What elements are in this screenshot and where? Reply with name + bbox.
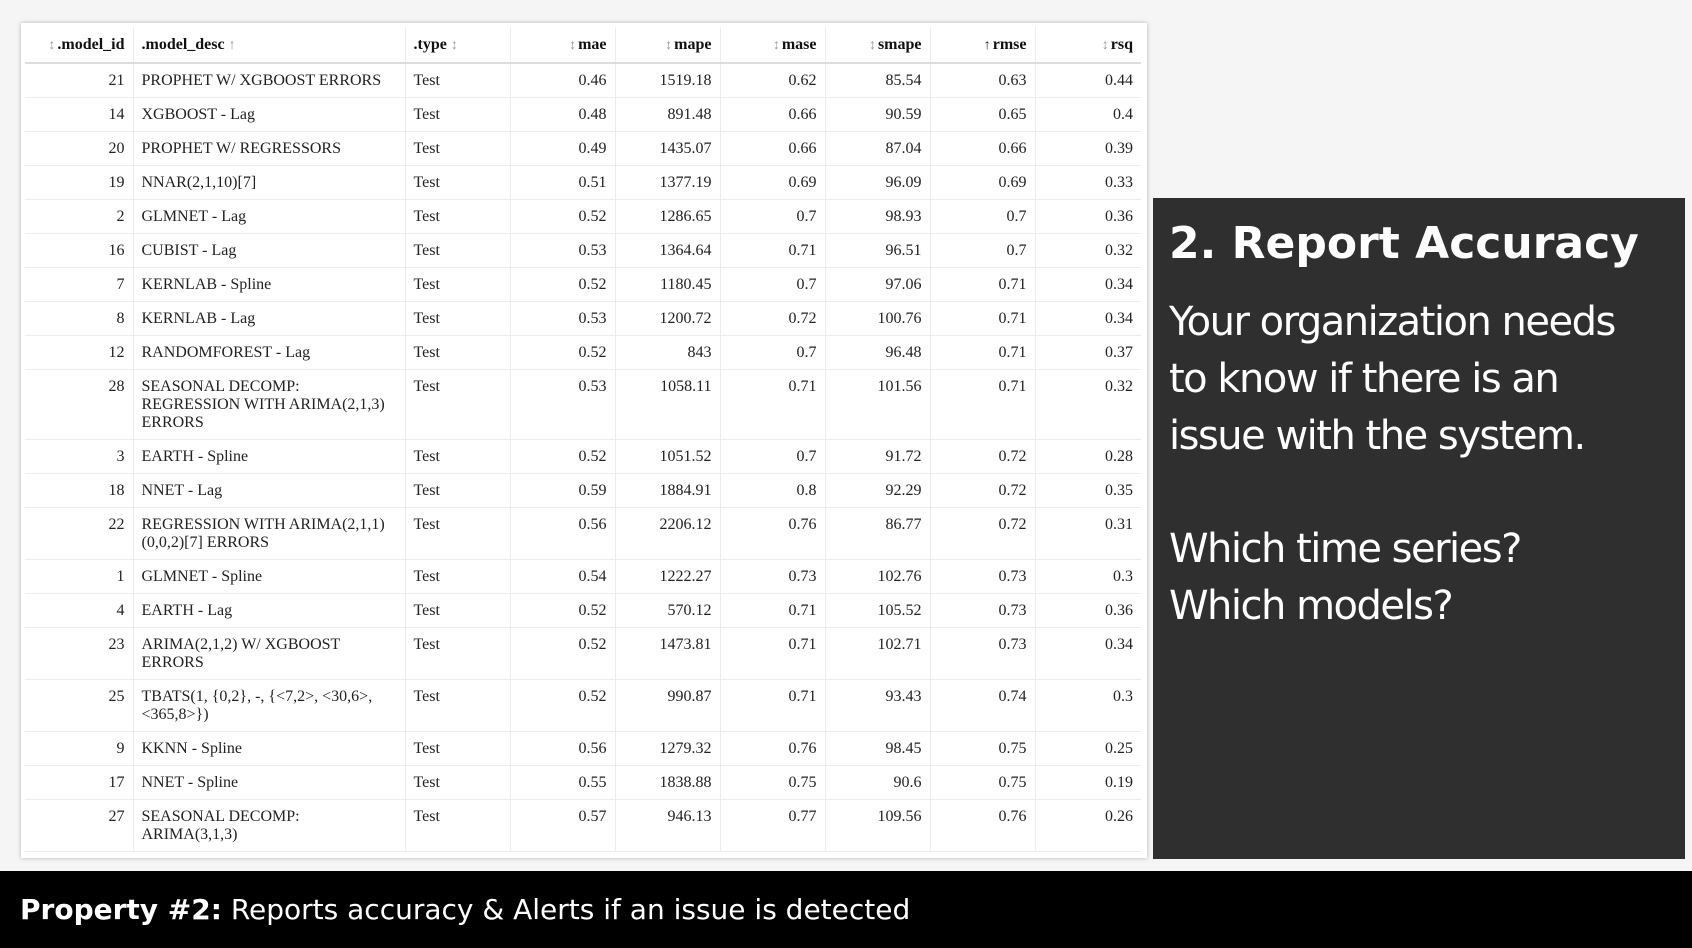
cell-mase: 0.8	[720, 474, 825, 508]
sort-icon[interactable]: ↕	[48, 37, 56, 53]
cell-smape: 101.56	[825, 370, 930, 440]
cell-model-desc	[133, 370, 405, 440]
cell-smape: 109.56	[825, 800, 930, 852]
cell-type: Test	[405, 800, 510, 852]
cell-rsq: 0.25	[1035, 732, 1141, 766]
cell-model-desc	[133, 594, 405, 628]
model-desc-line: TBATS(1, {0,2}, -, {<7,2>, <30,6>,	[141, 688, 373, 705]
cell-mae: 0.52	[510, 336, 615, 370]
cell-type: Test	[405, 336, 510, 370]
model-desc-line: XGBOOST - Lag	[141, 106, 255, 123]
column-header-label: mase	[781, 35, 817, 53]
cell-rsq: 0.34	[1035, 268, 1141, 302]
cell-mape: 1279.32	[615, 732, 720, 766]
cell-rsq: 0.31	[1035, 508, 1141, 560]
cell-rmse: 0.73	[930, 560, 1035, 594]
table-row	[25, 370, 1141, 440]
cell-model-desc	[133, 336, 405, 370]
table-row	[25, 628, 1141, 680]
cell-smape: 90.6	[825, 766, 930, 800]
cell-rsq: 0.28	[1035, 440, 1141, 474]
cell-model-id: 2	[25, 200, 133, 234]
model-desc-line: GLMNET - Spline	[141, 568, 263, 585]
cell-model-id: 1	[25, 560, 133, 594]
cell-mae: 0.59	[510, 474, 615, 508]
cell-mase: 0.7	[720, 268, 825, 302]
cell-mase: 0.7	[720, 336, 825, 370]
cell-model-id: 19	[25, 166, 133, 200]
panel-line: to know if there is an	[1169, 356, 1559, 402]
cell-mae: 0.48	[510, 98, 615, 132]
panel-line: Which models?	[1169, 583, 1453, 629]
cell-mae: 0.51	[510, 166, 615, 200]
model-desc-line: EARTH - Lag	[141, 602, 233, 619]
panel-spacer	[1169, 465, 1669, 521]
cell-rsq: 0.3	[1035, 560, 1141, 594]
cell-type: Test	[405, 63, 510, 98]
cell-rmse: 0.76	[930, 800, 1035, 852]
cell-mae: 0.52	[510, 268, 615, 302]
cell-mape: 1519.18	[615, 63, 720, 98]
cell-mape: 946.13	[615, 800, 720, 852]
cell-model-desc	[133, 98, 405, 132]
cell-mase: 0.75	[720, 766, 825, 800]
table-row	[25, 200, 1141, 234]
panel-title: 2. Report Accuracy	[1169, 218, 1639, 269]
cell-type: Test	[405, 98, 510, 132]
model-desc-line: SEASONAL DECOMP:	[141, 808, 300, 825]
cell-mae: 0.52	[510, 200, 615, 234]
column-header-label: mae	[578, 35, 607, 53]
cell-rmse: 0.73	[930, 628, 1035, 680]
sort-icon[interactable]: ↕	[1101, 37, 1109, 53]
cell-mase: 0.76	[720, 508, 825, 560]
cell-model-desc	[133, 800, 405, 852]
cell-mase: 0.71	[720, 370, 825, 440]
cell-model-id: 4	[25, 594, 133, 628]
column-header-rsq[interactable]	[1035, 27, 1141, 63]
table-body	[25, 63, 1141, 852]
cell-smape: 96.51	[825, 234, 930, 268]
cell-rsq: 0.32	[1035, 234, 1141, 268]
cell-mae: 0.52	[510, 594, 615, 628]
cell-type: Test	[405, 166, 510, 200]
table-row	[25, 302, 1141, 336]
cell-model-id: 18	[25, 474, 133, 508]
cell-smape: 100.76	[825, 302, 930, 336]
cell-rmse: 0.73	[930, 594, 1035, 628]
table-row	[25, 732, 1141, 766]
table-row	[25, 98, 1141, 132]
model-desc-line: KERNLAB - Lag	[141, 310, 256, 327]
cell-type: Test	[405, 474, 510, 508]
column-header-mae[interactable]	[510, 27, 615, 63]
cell-mae: 0.57	[510, 800, 615, 852]
accuracy-table	[25, 27, 1141, 852]
cell-mase: 0.77	[720, 800, 825, 852]
model-desc-line: ARIMA(2,1,2) W/ XGBOOST	[141, 636, 341, 653]
cell-mape: 1473.81	[615, 628, 720, 680]
cell-model-desc	[133, 63, 405, 98]
cell-mae: 0.53	[510, 370, 615, 440]
column-header-rmse[interactable]	[930, 27, 1035, 63]
cell-rsq: 0.35	[1035, 474, 1141, 508]
model-desc-line: REGRESSION WITH ARIMA(2,1,3)	[141, 396, 385, 413]
table-row	[25, 594, 1141, 628]
cell-mae: 0.52	[510, 680, 615, 732]
cell-mape: 1286.65	[615, 200, 720, 234]
cell-rsq: 0.37	[1035, 336, 1141, 370]
cell-rsq: 0.36	[1035, 200, 1141, 234]
cell-mape: 1058.11	[615, 370, 720, 440]
cell-smape: 98.45	[825, 732, 930, 766]
cell-smape: 96.48	[825, 336, 930, 370]
sort-icon[interactable]: ↕	[868, 37, 876, 53]
cell-rsq: 0.39	[1035, 132, 1141, 166]
cell-rmse: 0.69	[930, 166, 1035, 200]
column-header-label: .model_id	[57, 35, 125, 53]
cell-mae: 0.56	[510, 508, 615, 560]
cell-mase: 0.72	[720, 302, 825, 336]
cell-rsq: 0.34	[1035, 302, 1141, 336]
table-row	[25, 234, 1141, 268]
cell-model-desc	[133, 234, 405, 268]
cell-model-id: 14	[25, 98, 133, 132]
cell-rsq: 0.4	[1035, 98, 1141, 132]
cell-mase: 0.71	[720, 680, 825, 732]
cell-type: Test	[405, 560, 510, 594]
cell-mape: 1200.72	[615, 302, 720, 336]
column-header-mape[interactable]	[615, 27, 720, 63]
panel-paragraph-need	[1169, 294, 1669, 465]
cell-rmse: 0.71	[930, 268, 1035, 302]
cell-rmse: 0.65	[930, 98, 1035, 132]
cell-smape: 90.59	[825, 98, 930, 132]
cell-model-id: 28	[25, 370, 133, 440]
cell-model-id: 16	[25, 234, 133, 268]
model-desc-line: EARTH - Spline	[141, 448, 249, 465]
cell-rmse: 0.75	[930, 732, 1035, 766]
model-desc-line: ARIMA(3,1,3)	[141, 826, 238, 843]
table-row	[25, 474, 1141, 508]
cell-mape: 990.87	[615, 680, 720, 732]
cell-smape: 96.09	[825, 166, 930, 200]
cell-mae: 0.52	[510, 628, 615, 680]
cell-rsq: 0.32	[1035, 370, 1141, 440]
cell-type: Test	[405, 440, 510, 474]
cell-type: Test	[405, 268, 510, 302]
cell-smape: 102.71	[825, 628, 930, 680]
accuracy-table-card	[21, 23, 1147, 858]
cell-mae: 0.53	[510, 302, 615, 336]
cell-model-desc	[133, 268, 405, 302]
cell-mase: 0.71	[720, 628, 825, 680]
table-row	[25, 680, 1141, 732]
column-header-label: .type	[413, 35, 447, 53]
cell-rsq: 0.3	[1035, 680, 1141, 732]
table-row	[25, 132, 1141, 166]
cell-rmse: 0.7	[930, 234, 1035, 268]
cell-model-desc	[133, 732, 405, 766]
cell-mae: 0.55	[510, 766, 615, 800]
sort-icon[interactable]: ↕	[772, 37, 780, 53]
table-row	[25, 336, 1141, 370]
cell-model-desc	[133, 628, 405, 680]
table-row	[25, 560, 1141, 594]
cell-type: Test	[405, 594, 510, 628]
cell-rmse: 0.72	[930, 474, 1035, 508]
cell-type: Test	[405, 508, 510, 560]
cell-mase: 0.66	[720, 132, 825, 166]
footer-label: Property #2:	[20, 893, 222, 926]
cell-rmse: 0.7	[930, 200, 1035, 234]
cell-mape: 1222.27	[615, 560, 720, 594]
cell-mase: 0.71	[720, 234, 825, 268]
model-desc-line: KKNN - Spline	[141, 740, 242, 757]
cell-type: Test	[405, 370, 510, 440]
cell-model-id: 12	[25, 336, 133, 370]
cell-smape: 105.52	[825, 594, 930, 628]
model-desc-line: GLMNET - Lag	[141, 208, 247, 225]
model-desc-line: <365,8>})	[141, 706, 209, 723]
footer-text: Reports accuracy & Alerts if an issue is detected	[221, 893, 911, 926]
cell-model-id: 9	[25, 732, 133, 766]
column-header-smape[interactable]	[825, 27, 930, 63]
cell-smape: 86.77	[825, 508, 930, 560]
cell-rmse: 0.74	[930, 680, 1035, 732]
sort-ascending-icon[interactable]: ↑	[983, 37, 991, 53]
cell-type: Test	[405, 234, 510, 268]
cell-rsq: 0.33	[1035, 166, 1141, 200]
cell-mape: 1180.45	[615, 268, 720, 302]
cell-mae: 0.54	[510, 560, 615, 594]
cell-model-desc	[133, 132, 405, 166]
column-header-label: rmse	[992, 35, 1027, 53]
model-desc-line: SEASONAL DECOMP:	[141, 378, 300, 395]
column-header-label: mape	[674, 35, 712, 53]
cell-smape: 98.93	[825, 200, 930, 234]
cell-mape: 1377.19	[615, 166, 720, 200]
cell-mase: 0.62	[720, 63, 825, 98]
cell-model-desc	[133, 474, 405, 508]
model-desc-line: CUBIST - Lag	[141, 242, 237, 259]
cell-model-id: 17	[25, 766, 133, 800]
column-header-model-desc[interactable]	[133, 27, 405, 63]
cell-model-desc	[133, 200, 405, 234]
panel-paragraph-questions	[1169, 521, 1669, 635]
cell-mae: 0.49	[510, 132, 615, 166]
cell-type: Test	[405, 732, 510, 766]
cell-model-desc	[133, 766, 405, 800]
cell-rsq: 0.26	[1035, 800, 1141, 852]
cell-model-desc	[133, 680, 405, 732]
cell-model-id: 20	[25, 132, 133, 166]
cell-mase: 0.76	[720, 732, 825, 766]
cell-model-desc	[133, 560, 405, 594]
cell-mase: 0.7	[720, 200, 825, 234]
cell-type: Test	[405, 680, 510, 732]
table-row	[25, 508, 1141, 560]
cell-model-id: 7	[25, 268, 133, 302]
column-header-model-id[interactable]	[25, 27, 133, 63]
cell-type: Test	[405, 132, 510, 166]
cell-mape: 1051.52	[615, 440, 720, 474]
panel-line: Which time series?	[1169, 526, 1521, 572]
cell-model-id: 22	[25, 508, 133, 560]
cell-smape: 93.43	[825, 680, 930, 732]
table-row	[25, 766, 1141, 800]
cell-rmse: 0.66	[930, 132, 1035, 166]
cell-mape: 570.12	[615, 594, 720, 628]
cell-mase: 0.7	[720, 440, 825, 474]
column-header-mase[interactable]	[720, 27, 825, 63]
cell-mape: 843	[615, 336, 720, 370]
cell-rmse: 0.71	[930, 336, 1035, 370]
table-row	[25, 63, 1141, 98]
cell-smape: 91.72	[825, 440, 930, 474]
cell-mape: 2206.12	[615, 508, 720, 560]
column-header-type[interactable]	[405, 27, 510, 63]
table-row	[25, 440, 1141, 474]
column-header-label: .model_desc	[141, 35, 225, 53]
cell-model-desc	[133, 302, 405, 336]
cell-model-id: 25	[25, 680, 133, 732]
cell-model-desc	[133, 508, 405, 560]
cell-mase: 0.71	[720, 594, 825, 628]
model-desc-line: (0,0,2)[7] ERRORS	[141, 534, 270, 551]
panel-line: Your organization needs	[1169, 299, 1615, 345]
cell-smape: 102.76	[825, 560, 930, 594]
column-header-label: rsq	[1110, 35, 1133, 53]
cell-smape: 85.54	[825, 63, 930, 98]
cell-smape: 92.29	[825, 474, 930, 508]
model-desc-line: NNET - Lag	[141, 482, 223, 499]
model-desc-line: NNET - Spline	[141, 774, 239, 791]
model-desc-line: ERRORS	[141, 654, 204, 671]
cell-mase: 0.69	[720, 166, 825, 200]
cell-mape: 891.48	[615, 98, 720, 132]
cell-mase: 0.66	[720, 98, 825, 132]
cell-rsq: 0.34	[1035, 628, 1141, 680]
cell-mape: 1364.64	[615, 234, 720, 268]
cell-model-id: 21	[25, 63, 133, 98]
table-row	[25, 268, 1141, 302]
cell-smape: 97.06	[825, 268, 930, 302]
cell-mape: 1435.07	[615, 132, 720, 166]
cell-rsq: 0.19	[1035, 766, 1141, 800]
cell-rmse: 0.72	[930, 440, 1035, 474]
model-desc-line: NNAR(2,1,10)[7]	[141, 174, 257, 191]
model-desc-line: PROPHET W/ REGRESSORS	[141, 140, 341, 157]
cell-model-id: 3	[25, 440, 133, 474]
table-header-row	[25, 27, 1141, 63]
column-header-label: smape	[877, 35, 922, 53]
report-accuracy-panel	[1153, 198, 1685, 859]
model-desc-line: KERNLAB - Spline	[141, 276, 272, 293]
cell-type: Test	[405, 200, 510, 234]
sort-icon[interactable]: ↕	[665, 37, 673, 53]
cell-mae: 0.56	[510, 732, 615, 766]
cell-type: Test	[405, 302, 510, 336]
model-desc-line: RANDOMFOREST - Lag	[141, 344, 311, 361]
cell-mape: 1884.91	[615, 474, 720, 508]
cell-model-id: 8	[25, 302, 133, 336]
cell-mase: 0.73	[720, 560, 825, 594]
cell-mape: 1838.88	[615, 766, 720, 800]
cell-model-desc	[133, 440, 405, 474]
cell-model-id: 23	[25, 628, 133, 680]
cell-type: Test	[405, 628, 510, 680]
cell-mae: 0.46	[510, 63, 615, 98]
cell-smape: 87.04	[825, 132, 930, 166]
cell-rmse: 0.71	[930, 370, 1035, 440]
panel-line: issue with the system.	[1169, 413, 1585, 459]
cell-mae: 0.53	[510, 234, 615, 268]
cell-rsq: 0.44	[1035, 63, 1141, 98]
table-row	[25, 166, 1141, 200]
cell-model-desc	[133, 166, 405, 200]
sort-icon[interactable]: ↕	[450, 37, 458, 53]
model-desc-line: PROPHET W/ XGBOOST ERRORS	[141, 72, 382, 89]
cell-mae: 0.52	[510, 440, 615, 474]
model-desc-line: REGRESSION WITH ARIMA(2,1,1)	[141, 516, 385, 533]
cell-model-id: 27	[25, 800, 133, 852]
model-desc-line: ERRORS	[141, 414, 204, 431]
table-row	[25, 800, 1141, 852]
cell-rmse: 0.72	[930, 508, 1035, 560]
sort-ascending-icon[interactable]: ↑	[228, 37, 236, 53]
footer-bar	[0, 871, 1692, 948]
cell-rsq: 0.36	[1035, 594, 1141, 628]
cell-rmse: 0.75	[930, 766, 1035, 800]
sort-icon[interactable]: ↕	[569, 37, 577, 53]
cell-rmse: 0.71	[930, 302, 1035, 336]
cell-type: Test	[405, 766, 510, 800]
cell-rmse: 0.63	[930, 63, 1035, 98]
